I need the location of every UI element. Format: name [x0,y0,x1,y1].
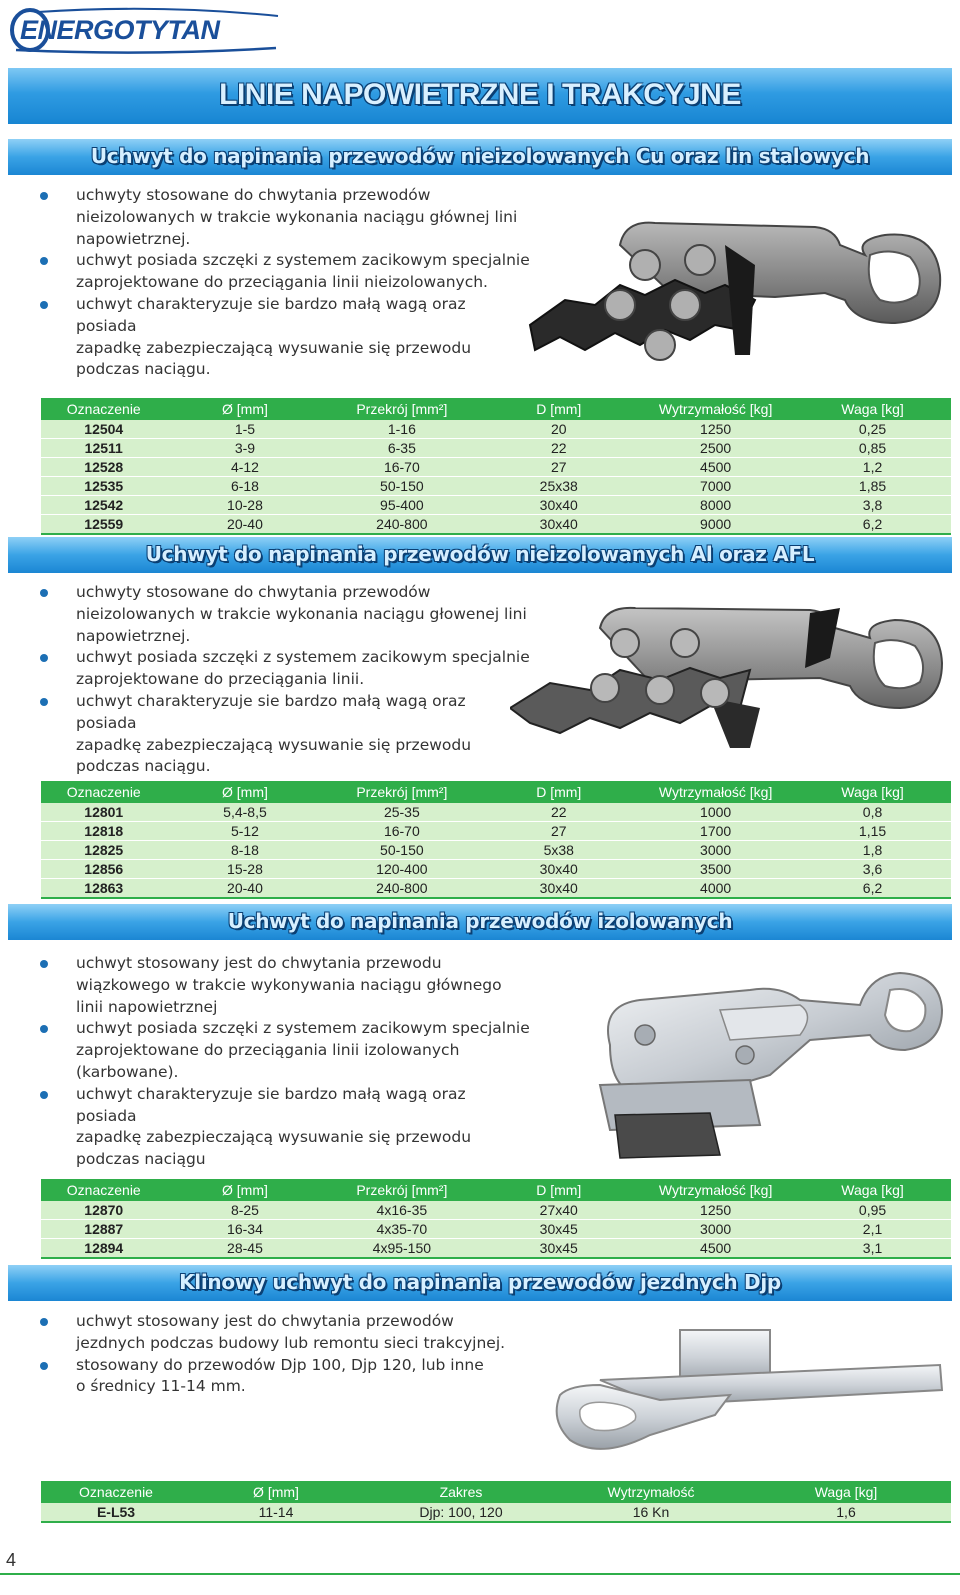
section-1-bullets [40,185,530,381]
bullet-item: uchwyty stosowane do chwytania przewodów nieizolowanych w trakcie wykonania naciągu głowenej lini napowietrznej. [40,582,530,647]
spec-table-djp [41,1481,951,1523]
bullet-dot-icon [40,589,48,597]
table-row: 12542 10-28 95-400 30x40 8000 3,8 [41,496,951,515]
table-row: 12818 5-12 16-70 27 1700 1,15 [41,822,951,841]
section-header-cu [8,139,952,175]
table-row: 12870 8-25 4x16-35 27x40 1250 0,95 [41,1201,951,1220]
table-header-row: Oznaczenie Ø [mm] Przekrój [mm²] D [mm] Wytrzymałość [kg] Waga [kg] [41,1179,951,1201]
section-header-insulated [8,904,952,940]
section-title: Uchwyt do napinania przewodów izolowanych [227,909,733,933]
bullet-dot-icon [40,1362,48,1370]
bullet-dot-icon [40,1318,48,1326]
bullet-item: uchwyt charakteryzuje sie bardzo małą wagą oraz posiada zapadkę zabezpieczającą wysuwanie się przewodu podczas naciągu. [40,294,530,381]
table-row: 12535 6-18 50-150 25x38 7000 1,85 [41,477,951,496]
bullet-item: uchwyty stosowane do chwytania przewodów nieizolowanych w trakcie wykonania naciągu głównej lini napowietrznej. [40,185,530,250]
footer-divider [0,1573,960,1575]
energotytan-logo [8,6,283,54]
spec-table-al [41,781,951,899]
bullet-dot-icon [40,301,48,309]
section-header-djp [8,1265,952,1301]
section-title: Uchwyt do napinania przewodów nieizolowanych Cu oraz lin stalowych [90,144,870,168]
table-row: 12887 16-34 4x35-70 30x45 3000 2,1 [41,1220,951,1239]
table-row: 12894 28-45 4x95-150 30x45 4500 3,1 [41,1239,951,1259]
bullet-item: uchwyt posiada szczęki z systemem zacikowym specjalnie zaprojektowane do przeciągania linii. [40,647,530,691]
table-row: 12559 20-40 240-800 30x40 9000 6,2 [41,515,951,535]
table-header-row: Oznaczenie Ø [mm] Przekrój [mm²] D [mm] Wytrzymałość [kg] Waga [kg] [41,398,951,420]
section-4-bullets [40,1311,530,1398]
table-row: 12856 15-28 120-400 30x40 3500 3,6 [41,860,951,879]
table-row: 12511 3-9 6-35 22 2500 0,85 [41,439,951,458]
spec-table-cu [41,398,951,535]
table-row: 12504 1-5 1-16 20 1250 0,25 [41,420,951,439]
bullet-dot-icon [40,1025,48,1033]
table-header-row: Oznaczenie Ø [mm] Zakres Wytrzymałość Waga [kg] [41,1481,951,1503]
bullet-item: uchwyt stosowany jest do chwytania przewodu wiązkowego w trakcie wykonywania naciągu głównego linii napowietrznej [40,953,530,1018]
main-header-bar [8,68,952,124]
bullet-item: stosowany do przewodów Djp 100, Djp 120, lub inne o średnicy 11-14 mm. [40,1355,530,1399]
cable-grip-insulated-image [570,965,945,1160]
wedge-clamp-image [540,1325,945,1465]
bullet-dot-icon [40,654,48,662]
cable-grip-cu-image [525,205,945,375]
logo-text: ENERGOTYTAN [20,15,220,45]
section-title: Klinowy uchwyt do napinania przewodów jezdnych Djp [179,1270,781,1294]
table-header-row: Oznaczenie Ø [mm] Przekrój [mm²] D [mm] Wytrzymałość [kg] Waga [kg] [41,781,951,803]
spec-table-insulated [41,1179,951,1259]
page-title: LINIE NAPOWIETRZNE I TRAKCYJNE [219,78,741,111]
table-row: 12825 8-18 50-150 5x38 3000 1,8 [41,841,951,860]
cable-grip-al-image [510,598,950,758]
table-row: 12801 5,4-8,5 25-35 22 1000 0,8 [41,803,951,822]
table-row: E-L53 11-14 Djp: 100, 120 16 Kn 1,6 [41,1503,951,1522]
bullet-item: uchwyt charakteryzuje sie bardzo małą wagą oraz posiada zapadkę zabezpieczającą wysuwanie się przewodu podczas naciągu. [40,691,530,778]
bullet-item: uchwyt stosowany jest do chwytania przewodów jezdnych podczas budowy lub remontu sieci trakcyjnej. [40,1311,530,1355]
page-number: 4 [6,1550,17,1570]
bullet-dot-icon [40,698,48,706]
bullet-dot-icon [40,1091,48,1099]
section-2-bullets [40,582,530,778]
bullet-item: uchwyt posiada szczęki z systemem zacikowym specjalnie zaprojektowane do przeciągania linii izolowanych (karbowane). [40,1018,530,1083]
bullet-dot-icon [40,960,48,968]
section-title: Uchwyt do napinania przewodów nieizolowanych Al oraz AFL [145,542,815,566]
section-3-bullets [40,953,530,1171]
bullet-item: uchwyt posiada szczęki z systemem zacikowym specjalnie zaprojektowane do przeciągania linii nieizolowanych. [40,250,530,294]
bullet-dot-icon [40,192,48,200]
table-row: 12528 4-12 16-70 27 4500 1,2 [41,458,951,477]
bullet-dot-icon [40,257,48,265]
bullet-item: uchwyt charakteryzuje sie bardzo małą wagą oraz posiada zapadkę zabezpieczającą wysuwanie się przewodu podczas naciągu [40,1084,530,1171]
table-row: 12863 20-40 240-800 30x40 4000 6,2 [41,879,951,899]
section-header-al [8,537,952,573]
